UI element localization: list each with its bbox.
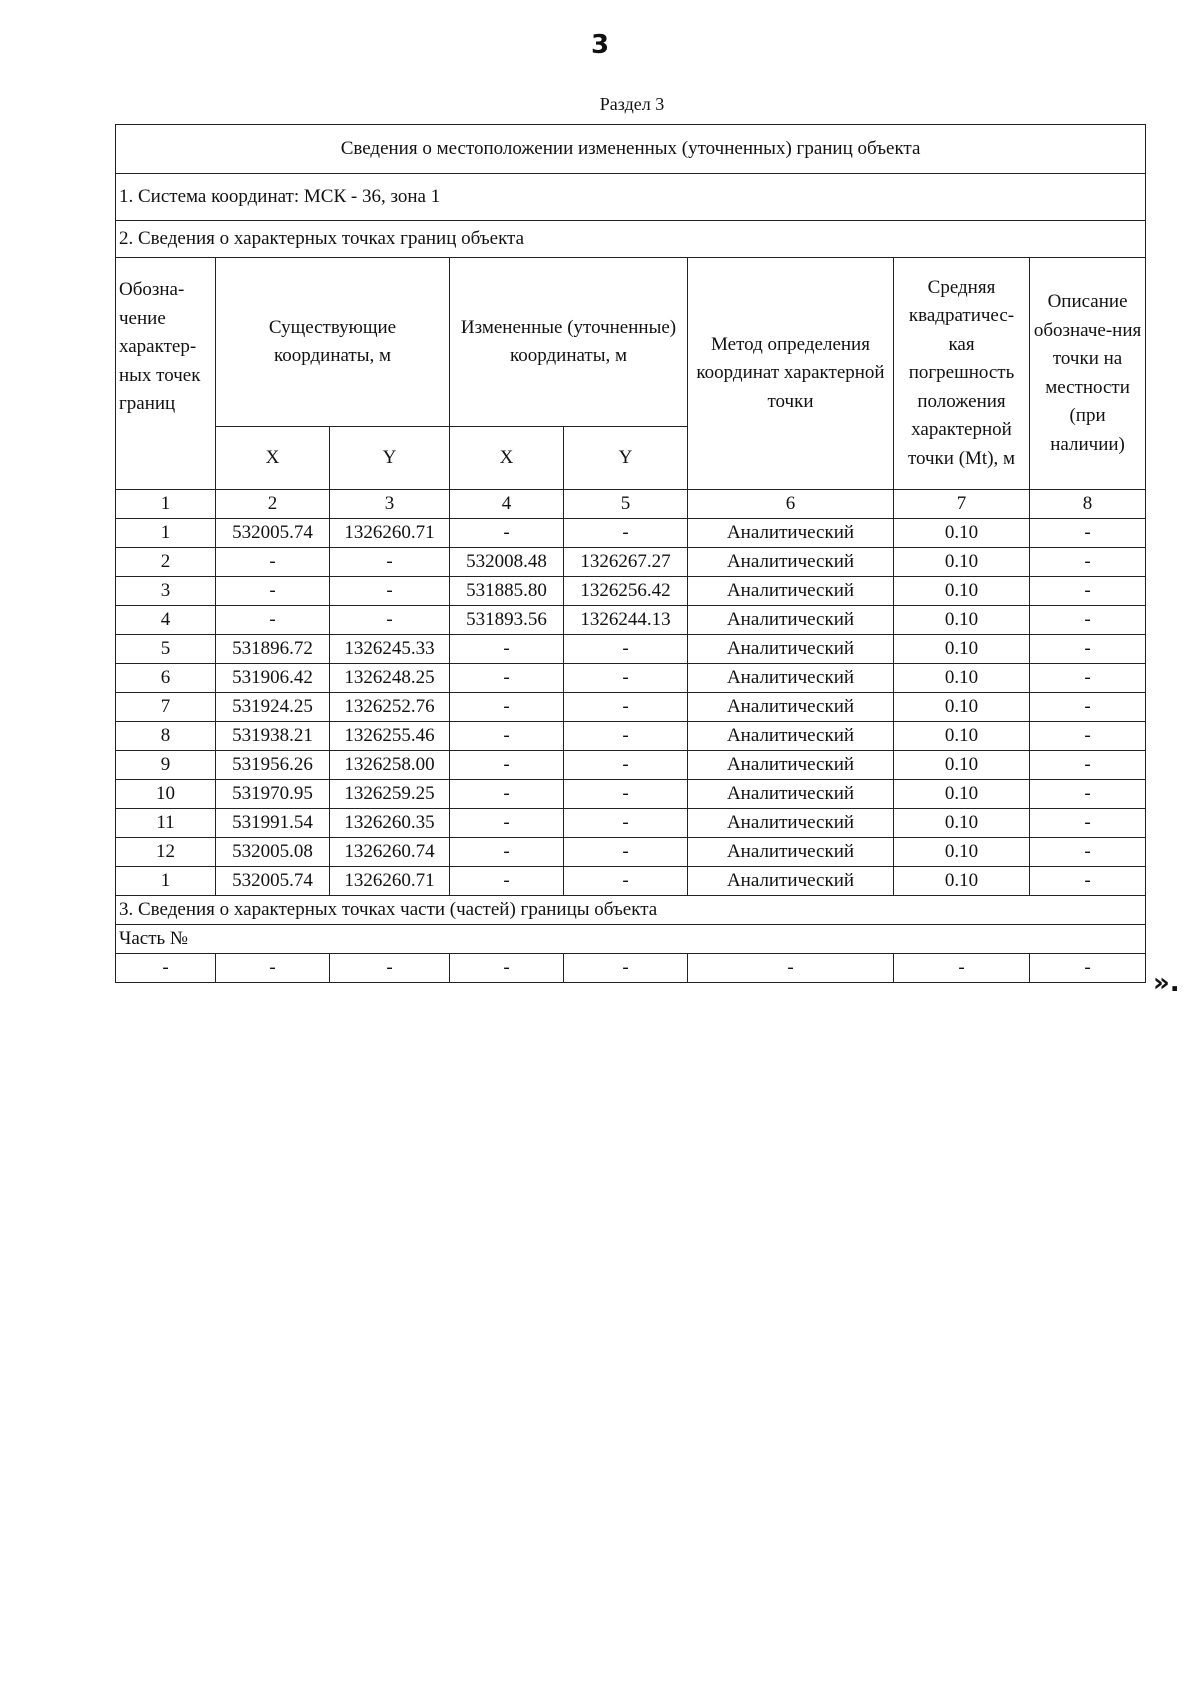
existing-x-cell: 531991.54: [216, 809, 330, 838]
column-number: 1: [116, 490, 216, 519]
changed-x-cell: 531893.56: [450, 606, 564, 635]
point-designation-cell: 2: [116, 548, 216, 577]
existing-y-cell: 1326260.35: [330, 809, 450, 838]
point-designation-cell: 3: [116, 577, 216, 606]
changed-x-cell: -: [450, 751, 564, 780]
column-number-row: [116, 490, 1146, 519]
existing-x-cell: 531896.72: [216, 635, 330, 664]
point-designation-cell: 4: [116, 606, 216, 635]
changed-y-cell: -: [564, 838, 688, 867]
method-cell: Аналитический: [688, 751, 894, 780]
point-designation-cell: -: [116, 954, 216, 983]
mean-square-error-cell: -: [894, 954, 1030, 983]
header-designation: Обозна-чение характер-ных точек границ: [116, 258, 216, 490]
point-description-cell: -: [1030, 751, 1146, 780]
table-row: [116, 867, 1146, 896]
changed-x-cell: 531885.80: [450, 577, 564, 606]
method-cell: Аналитический: [688, 664, 894, 693]
header-method: Метод определения координат характерной точки: [688, 258, 894, 490]
mean-square-error-cell: 0.10: [894, 809, 1030, 838]
table-title: Сведения о местоположении измененных (уточненных) границ объекта: [116, 125, 1146, 174]
table-row: [116, 838, 1146, 867]
mean-square-error-cell: 0.10: [894, 548, 1030, 577]
changed-x-cell: -: [450, 722, 564, 751]
changed-x-cell: -: [450, 519, 564, 548]
existing-x-cell: -: [216, 548, 330, 577]
existing-y-cell: 1326259.25: [330, 780, 450, 809]
existing-x-cell: -: [216, 606, 330, 635]
changed-y-cell: -: [564, 751, 688, 780]
table-row: [116, 780, 1146, 809]
changed-x-cell: -: [450, 664, 564, 693]
table-row: [116, 635, 1146, 664]
existing-y-cell: 1326260.71: [330, 867, 450, 896]
changed-y-cell: -: [564, 693, 688, 722]
table-row: [116, 809, 1146, 838]
point-description-cell: -: [1030, 838, 1146, 867]
existing-y-cell: -: [330, 548, 450, 577]
method-cell: Аналитический: [688, 577, 894, 606]
method-cell: Аналитический: [688, 722, 894, 751]
point-description-cell: -: [1030, 954, 1146, 983]
method-cell: Аналитический: [688, 838, 894, 867]
changed-x-cell: -: [450, 838, 564, 867]
method-cell: Аналитический: [688, 809, 894, 838]
existing-y-cell: -: [330, 606, 450, 635]
changed-x-cell: 532008.48: [450, 548, 564, 577]
point-designation-cell: 5: [116, 635, 216, 664]
part-number-label: Часть №: [116, 925, 1146, 954]
existing-x-cell: 532005.74: [216, 867, 330, 896]
changed-y-cell: -: [564, 867, 688, 896]
points-section-label: 2. Сведения о характерных точках границ объекта: [116, 221, 1146, 258]
existing-y-cell: 1326248.25: [330, 664, 450, 693]
existing-y-cell: -: [330, 577, 450, 606]
point-designation-cell: 1: [116, 867, 216, 896]
changed-y-cell: 1326256.42: [564, 577, 688, 606]
table-row: [116, 606, 1146, 635]
point-description-cell: -: [1030, 577, 1146, 606]
changed-y-cell: 1326244.13: [564, 606, 688, 635]
column-number: 3: [330, 490, 450, 519]
changed-y-cell: -: [564, 809, 688, 838]
column-number: 2: [216, 490, 330, 519]
method-cell: Аналитический: [688, 780, 894, 809]
existing-y-cell: 1326260.74: [330, 838, 450, 867]
header-point-description: Описание обозначе-ния точки на местности (при наличии): [1030, 258, 1146, 490]
point-description-cell: -: [1030, 548, 1146, 577]
existing-y-cell: 1326245.33: [330, 635, 450, 664]
existing-x-cell: -: [216, 577, 330, 606]
changed-x-cell: -: [450, 954, 564, 983]
existing-y-cell: 1326255.46: [330, 722, 450, 751]
column-number: 8: [1030, 490, 1146, 519]
header-existing-x: X: [216, 427, 330, 490]
point-description-cell: -: [1030, 867, 1146, 896]
column-number: 6: [688, 490, 894, 519]
mean-square-error-cell: 0.10: [894, 867, 1030, 896]
point-designation-cell: 12: [116, 838, 216, 867]
existing-y-cell: 1326252.76: [330, 693, 450, 722]
point-designation-cell: 7: [116, 693, 216, 722]
header-changed-x: X: [450, 427, 564, 490]
point-designation-cell: 6: [116, 664, 216, 693]
changed-y-cell: -: [564, 722, 688, 751]
changed-y-cell: -: [564, 635, 688, 664]
mean-square-error-cell: 0.10: [894, 577, 1030, 606]
method-cell: Аналитический: [688, 519, 894, 548]
mean-square-error-cell: 0.10: [894, 751, 1030, 780]
table-row: [116, 693, 1146, 722]
method-cell: Аналитический: [688, 693, 894, 722]
table-row: [116, 751, 1146, 780]
existing-x-cell: -: [216, 954, 330, 983]
changed-x-cell: -: [450, 635, 564, 664]
table-row: [116, 519, 1146, 548]
closing-quote-mark: ».: [1153, 968, 1180, 998]
method-cell: Аналитический: [688, 867, 894, 896]
changed-y-cell: -: [564, 780, 688, 809]
boundary-coordinates-table: [115, 124, 1146, 983]
existing-y-cell: 1326258.00: [330, 751, 450, 780]
coordinate-system-label: 1. Система координат: МСК - 36, зона 1: [116, 174, 1146, 221]
column-number: 5: [564, 490, 688, 519]
changed-x-cell: -: [450, 693, 564, 722]
method-cell: Аналитический: [688, 606, 894, 635]
point-designation-cell: 11: [116, 809, 216, 838]
existing-x-cell: 532005.08: [216, 838, 330, 867]
method-cell: Аналитический: [688, 635, 894, 664]
existing-x-cell: 532005.74: [216, 519, 330, 548]
point-description-cell: -: [1030, 722, 1146, 751]
point-description-cell: -: [1030, 606, 1146, 635]
mean-square-error-cell: 0.10: [894, 780, 1030, 809]
point-description-cell: -: [1030, 780, 1146, 809]
column-number: 4: [450, 490, 564, 519]
changed-x-cell: -: [450, 867, 564, 896]
existing-y-cell: -: [330, 954, 450, 983]
part-table-row: [116, 954, 1146, 983]
mean-square-error-cell: 0.10: [894, 635, 1030, 664]
header-existing-y: Y: [330, 427, 450, 490]
column-number: 7: [894, 490, 1030, 519]
mean-square-error-cell: 0.10: [894, 519, 1030, 548]
changed-y-cell: 1326267.27: [564, 548, 688, 577]
point-designation-cell: 1: [116, 519, 216, 548]
changed-y-cell: -: [564, 519, 688, 548]
point-description-cell: -: [1030, 664, 1146, 693]
point-description-cell: -: [1030, 809, 1146, 838]
point-designation-cell: 9: [116, 751, 216, 780]
mean-square-error-cell: 0.10: [894, 664, 1030, 693]
existing-x-cell: 531924.25: [216, 693, 330, 722]
existing-x-cell: 531906.42: [216, 664, 330, 693]
changed-x-cell: -: [450, 809, 564, 838]
existing-y-cell: 1326260.71: [330, 519, 450, 548]
point-description-cell: -: [1030, 635, 1146, 664]
header-existing-coordinates: Существующие координаты, м: [216, 258, 450, 427]
table-row: [116, 664, 1146, 693]
mean-square-error-cell: 0.10: [894, 722, 1030, 751]
table-row: [116, 577, 1146, 606]
method-cell: -: [688, 954, 894, 983]
point-designation-cell: 8: [116, 722, 216, 751]
changed-y-cell: -: [564, 664, 688, 693]
point-description-cell: -: [1030, 693, 1146, 722]
method-cell: Аналитический: [688, 548, 894, 577]
table-row: [116, 722, 1146, 751]
header-changed-y: Y: [564, 427, 688, 490]
existing-x-cell: 531970.95: [216, 780, 330, 809]
existing-x-cell: 531938.21: [216, 722, 330, 751]
mean-square-error-cell: 0.10: [894, 693, 1030, 722]
point-description-cell: -: [1030, 519, 1146, 548]
mean-square-error-cell: 0.10: [894, 606, 1030, 635]
parts-section-label: 3. Сведения о характерных точках части (частей) границы объекта: [116, 896, 1146, 925]
changed-x-cell: -: [450, 780, 564, 809]
page-number: 3: [590, 30, 610, 60]
changed-y-cell: -: [564, 954, 688, 983]
header-mean-square-error: Средняя квадратичес-кая погрешность положения характерной точки (Mt), м: [894, 258, 1030, 490]
point-designation-cell: 10: [116, 780, 216, 809]
table-row: [116, 548, 1146, 577]
section-title: Раздел 3: [599, 94, 665, 114]
header-changed-coordinates: Измененные (уточненные) координаты, м: [450, 258, 688, 427]
existing-x-cell: 531956.26: [216, 751, 330, 780]
mean-square-error-cell: 0.10: [894, 838, 1030, 867]
